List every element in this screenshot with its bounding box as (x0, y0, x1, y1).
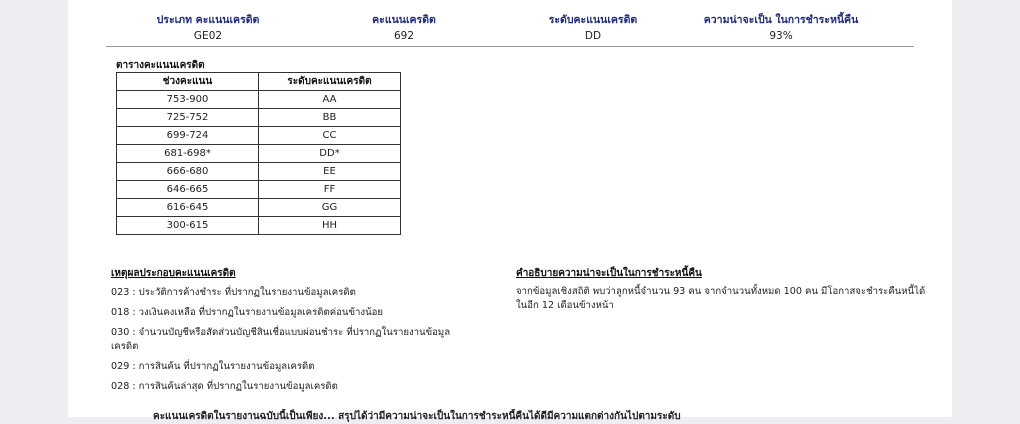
grade-level: CC (259, 127, 401, 145)
table-row (117, 145, 401, 163)
grade-level: AA (259, 91, 401, 109)
reasons-title: เหตุผลประกอบคะแนนเครดิต (111, 268, 236, 279)
grade-range: 725-752 (117, 109, 259, 127)
summary-header-probability: ความน่าจะเป็น ในการชำระหนี้คืน (703, 14, 859, 26)
summary-score-type: GE02 (193, 30, 223, 42)
grade-range: 666-680 (117, 163, 259, 181)
grade-level: BB (259, 109, 401, 127)
summary-grade: DD (584, 30, 602, 42)
reasons-list (111, 286, 471, 400)
summary-header-score-type: ประเภท คะแนนเครดิต (156, 14, 260, 26)
explanation-title: คำอธิบายความน่าจะเป็นในการชำระหนี้คืน (516, 268, 702, 279)
grade-range: 681-698* (117, 145, 259, 163)
summary-probability: 93% (769, 30, 793, 42)
list-item: 028 : การสินค้นล่าสุด ที่ปรากฏในรายงานข้อมูลเครดิต (111, 381, 338, 392)
grade-table-header (117, 73, 401, 91)
grade-level: HH (259, 217, 401, 235)
footer-partial-text: คะแนนเครดิตในรายงานฉบับนี้เป็นเพียง... สรุปได้ว่ามีความน่าจะเป็นในการชำระหนี้คืนได้ดีมีความแตกต่างกันไปตามระดับ (153, 411, 681, 422)
table-row (117, 217, 401, 235)
grade-level: DD* (259, 145, 401, 163)
table-row (117, 163, 401, 181)
table-row (117, 181, 401, 199)
grade-table-title: ตารางคะแนนเครดิต (116, 60, 205, 71)
grade-range: 616-645 (117, 199, 259, 217)
list-item: 018 : วงเงินคงเหลือ ที่ปรากฏในรายงานข้อมูลเครดิตค่อนข้างน้อย (111, 307, 384, 318)
grade-header-level: ระดับคะแนนเครดิต (259, 73, 401, 91)
table-row (117, 109, 401, 127)
grade-level: GG (259, 199, 401, 217)
grade-range: 300-615 (117, 217, 259, 235)
table-row (117, 91, 401, 109)
summary-divider (106, 46, 914, 47)
table-row (117, 199, 401, 217)
summary-header-row (108, 8, 918, 30)
grade-header-range: ช่วงคะแนน (117, 73, 259, 91)
grade-range: 699-724 (117, 127, 259, 145)
list-item: 029 : การสินค้น ที่ปรากฏในรายงานข้อมูลเครดิต (111, 361, 315, 372)
summary-value-row (108, 30, 918, 46)
list-item: 030 : จำนวนบัญชีหรือสัดส่วนบัญชีสินเชื่อแบบผ่อนชำระ ที่ปรากฏในรายงานข้อมูลเครดิต (111, 327, 451, 352)
grade-level: FF (259, 181, 401, 199)
explanation-text: จากข้อมูลเชิงสถิติ พบว่าลูกหนี้จำนวน 93 คน จากจำนวนทั้งหมด 100 คน มีโอกาสจะชำระคืนหนี้ได้ในอีก 12 เดือนข้างหน้า (516, 286, 926, 311)
list-item: 023 : ประวัติการค้างชำระ ที่ปรากฏในรายงานข้อมูลเครดิต (111, 287, 356, 298)
summary-score: 692 (393, 30, 415, 42)
grade-range: 646-665 (117, 181, 259, 199)
summary-header-score: คะแนนเครดิต (372, 14, 436, 26)
report-page (68, 0, 952, 422)
grade-range: 753-900 (117, 91, 259, 109)
table-row (117, 127, 401, 145)
summary-header-grade: ระดับคะแนนเครดิต (548, 14, 638, 26)
grade-level: EE (259, 163, 401, 181)
grade-table (116, 72, 401, 235)
